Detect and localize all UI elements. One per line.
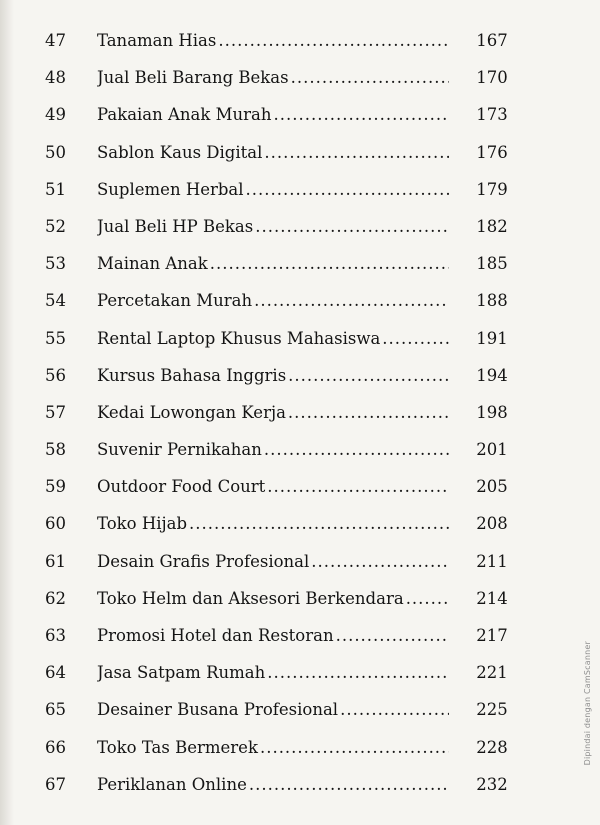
toc-entry-page: 188 <box>476 291 508 311</box>
toc-entry <box>97 654 449 691</box>
toc-dot-leader <box>246 171 449 208</box>
toc-entry-number: 47 <box>45 31 66 50</box>
toc-entry-title: Suvenir Pernikahan <box>97 440 262 460</box>
toc-entry-page: 211 <box>476 551 508 571</box>
toc-row <box>0 654 600 691</box>
toc-entry-title: Toko Hijab <box>97 514 188 534</box>
toc-entry-page: 225 <box>476 700 508 720</box>
table-of-contents <box>0 22 600 803</box>
toc-dot-leader <box>267 468 449 505</box>
toc-entry-number: 64 <box>45 663 66 683</box>
toc-entry-number: 60 <box>45 514 66 534</box>
toc-entry-number: 49 <box>45 105 66 125</box>
toc-dot-leader <box>249 766 449 803</box>
toc-entry-number: 48 <box>45 68 66 88</box>
toc-entry-page: 167 <box>476 31 508 50</box>
toc-entry-title: Sablon Kaus Digital <box>97 142 263 162</box>
toc-entry-title: Mainan Anak <box>97 254 208 274</box>
toc-entry-number: 58 <box>45 440 66 460</box>
toc-entry <box>97 691 449 728</box>
toc-dot-leader <box>218 22 449 59</box>
toc-entry-number: 65 <box>45 700 66 720</box>
toc-dot-leader <box>311 543 449 580</box>
toc-entry-number: 50 <box>45 142 66 162</box>
toc-entry-number: 67 <box>45 774 66 794</box>
toc-row <box>0 543 600 580</box>
toc-entry-number: 57 <box>45 402 66 422</box>
toc-entry-page: 173 <box>476 105 508 125</box>
toc-entry-title: Jasa Satpam Rumah <box>97 663 266 683</box>
toc-entry-number: 51 <box>45 179 66 199</box>
toc-entry-number: 52 <box>45 216 66 236</box>
toc-entry <box>97 357 449 394</box>
toc-entry-title: Desainer Busana Profesional <box>97 700 339 720</box>
toc-entry <box>97 468 449 505</box>
toc-entry-number: 61 <box>45 551 66 571</box>
toc-entry-page: 176 <box>476 142 508 162</box>
toc-entry-title: Jual Beli HP Bekas <box>97 216 254 236</box>
toc-entry-number: 62 <box>45 588 66 608</box>
toc-entry <box>97 134 449 171</box>
toc-entry-title: Suplemen Herbal <box>97 179 244 199</box>
toc-entry-title: Outdoor Food Court <box>97 477 266 497</box>
toc-entry-number: 59 <box>45 477 66 497</box>
toc-entry <box>97 59 449 96</box>
toc-entry-page: 185 <box>476 254 508 274</box>
toc-row <box>0 282 600 319</box>
toc-entry <box>97 96 449 133</box>
toc-dot-leader <box>267 654 449 691</box>
toc-entry-page: 214 <box>476 588 508 608</box>
toc-entry-page: 198 <box>476 402 508 422</box>
toc-dot-leader <box>255 208 449 245</box>
toc-entry <box>97 22 449 59</box>
toc-row <box>0 96 600 133</box>
toc-entry <box>97 766 449 803</box>
toc-entry-title: Rental Laptop Khusus Mahasiswa <box>97 328 381 348</box>
toc-entry-page: 191 <box>476 328 508 348</box>
toc-entry <box>97 171 449 208</box>
toc-entry <box>97 245 449 282</box>
toc-dot-leader <box>189 505 449 542</box>
toc-entry <box>97 208 449 245</box>
toc-entry <box>97 617 449 654</box>
toc-row <box>0 431 600 468</box>
toc-dot-leader <box>288 357 449 394</box>
toc-dot-leader <box>340 691 449 728</box>
toc-entry-title: Periklanan Online <box>97 774 247 794</box>
toc-row <box>0 617 600 654</box>
scanner-watermark: Dipindai dengan CamScanner <box>583 640 592 765</box>
toc-entry-title: Kursus Bahasa Inggris <box>97 365 287 385</box>
toc-entry-page: 208 <box>476 514 508 534</box>
toc-row <box>0 580 600 617</box>
toc-entry-page: 182 <box>476 216 508 236</box>
toc-entry-title: Promosi Hotel dan Restoran <box>97 626 334 645</box>
toc-row <box>0 171 600 208</box>
toc-entry-title: Desain Grafis Profesional <box>97 551 310 571</box>
toc-entry-page: 179 <box>476 179 508 199</box>
toc-row <box>0 357 600 394</box>
toc-dot-leader <box>260 729 449 766</box>
toc-entry-number: 54 <box>45 291 66 311</box>
toc-entry-page: 194 <box>476 365 508 385</box>
toc-row <box>0 691 600 728</box>
toc-entry <box>97 729 449 766</box>
toc-row <box>0 766 600 803</box>
toc-dot-leader <box>291 59 449 96</box>
toc-row <box>0 729 600 766</box>
toc-entry-number: 66 <box>45 737 66 757</box>
toc-entry <box>97 320 449 357</box>
toc-dot-leader <box>288 394 449 431</box>
toc-row <box>0 208 600 245</box>
toc-entry <box>97 505 449 542</box>
toc-entry <box>97 282 449 319</box>
toc-entry <box>97 394 449 431</box>
toc-entry-page: 205 <box>476 477 508 497</box>
toc-entry-title: Pakaian Anak Murah <box>97 105 272 125</box>
toc-row <box>0 320 600 357</box>
toc-entry-page: 232 <box>476 774 508 794</box>
toc-row <box>0 134 600 171</box>
toc-dot-leader <box>264 134 449 171</box>
toc-row <box>0 394 600 431</box>
toc-entry-number: 63 <box>45 626 66 645</box>
toc-entry-number: 56 <box>45 365 66 385</box>
toc-dot-leader <box>406 580 449 617</box>
toc-entry-number: 53 <box>45 254 66 274</box>
toc-entry <box>97 431 449 468</box>
toc-entry-title: Kedai Lowongan Kerja <box>97 402 286 422</box>
toc-entry <box>97 543 449 580</box>
toc-dot-leader <box>274 96 449 133</box>
toc-row <box>0 22 600 59</box>
toc-entry-title: Toko Helm dan Aksesori Berkendara <box>97 588 404 608</box>
toc-entry <box>97 580 449 617</box>
toc-entry-title: Percetakan Murah <box>97 291 253 311</box>
toc-dot-leader <box>264 431 449 468</box>
toc-row <box>0 505 600 542</box>
toc-entry-page: 201 <box>476 440 508 460</box>
toc-entry-number: 55 <box>45 328 66 348</box>
toc-row <box>0 245 600 282</box>
toc-entry-title: Tanaman Hias <box>97 31 217 50</box>
toc-entry-title: Jual Beli Barang Bekas <box>97 68 289 88</box>
toc-row <box>0 59 600 96</box>
toc-entry-page: 221 <box>476 663 508 683</box>
toc-entry-title: Toko Tas Bermerek <box>97 737 258 757</box>
toc-dot-leader <box>382 320 449 357</box>
toc-entry-page: 228 <box>476 737 508 757</box>
toc-dot-leader <box>336 617 449 654</box>
toc-entry-page: 217 <box>476 626 508 645</box>
toc-dot-leader <box>254 282 449 319</box>
toc-row <box>0 468 600 505</box>
toc-dot-leader <box>210 245 449 282</box>
toc-entry-page: 170 <box>476 68 508 88</box>
